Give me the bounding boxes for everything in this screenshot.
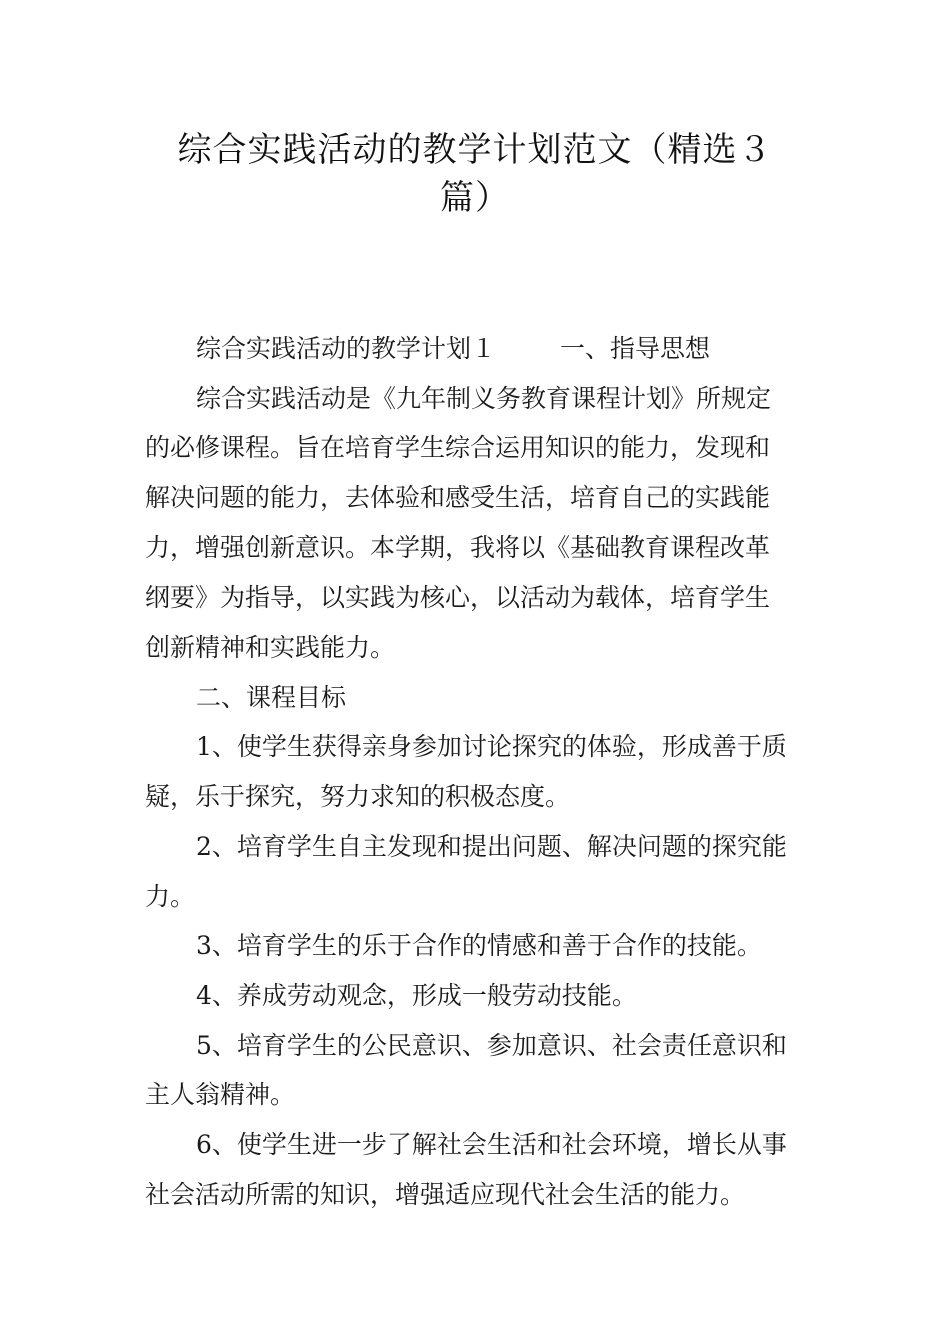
goal-line: 主人翁精神。 [145, 1080, 296, 1109]
goal-line: 5、培育学生的公民意识、参加意识、社会责任意识和 [196, 1031, 787, 1060]
paragraph-line: 创新精神和实践能力。 [145, 633, 396, 662]
goal-line: 4、养成劳动观念，形成一般劳动技能。 [196, 981, 637, 1010]
goal-line: 疑，乐于探究，努力求知的积极态度。 [145, 782, 571, 811]
paragraph-line: 的必修课程。旨在培育学生综合运用知识的能力，发现和 [145, 433, 771, 462]
goal-line: 力。 [145, 882, 196, 911]
goal-line: 3、培育学生的乐于合作的情感和善于合作的技能。 [196, 931, 762, 960]
paragraph-line: 解决问题的能力，去体验和感受生活，培育自己的实践能 [145, 483, 771, 512]
paragraph-line: 综合实践活动是《九年制义务教育课程计划》所规定 [196, 384, 772, 413]
document-title-line-2: 篇） [440, 178, 510, 218]
paragraph-line: 力，增强创新意识。本学期，我将以《基础教育课程改革 [145, 533, 771, 562]
section-subheading: 一、指导思想 [560, 334, 711, 363]
goal-line: 6、使学生进一步了解社会生活和社会环境，增长从事 [196, 1130, 787, 1159]
section-heading: 综合实践活动的教学计划１ [196, 334, 497, 363]
goal-line: 1、使学生获得亲身参加讨论探究的体验，形成善于质 [196, 732, 787, 761]
goal-line: 2、培育学生自主发现和提出问题、解决问题的探究能 [196, 832, 787, 861]
section-heading-row [196, 334, 861, 364]
document-title-line-1: 综合实践活动的教学计划范文（精选３ [177, 130, 773, 170]
paragraph-line: 纲要》为指导，以实践为核心，以活动为载体，培育学生 [145, 583, 771, 612]
goals-heading: 二、课程目标 [196, 683, 347, 712]
goal-line: 社会活动所需的知识，增强适应现代社会生活的能力。 [145, 1180, 746, 1209]
